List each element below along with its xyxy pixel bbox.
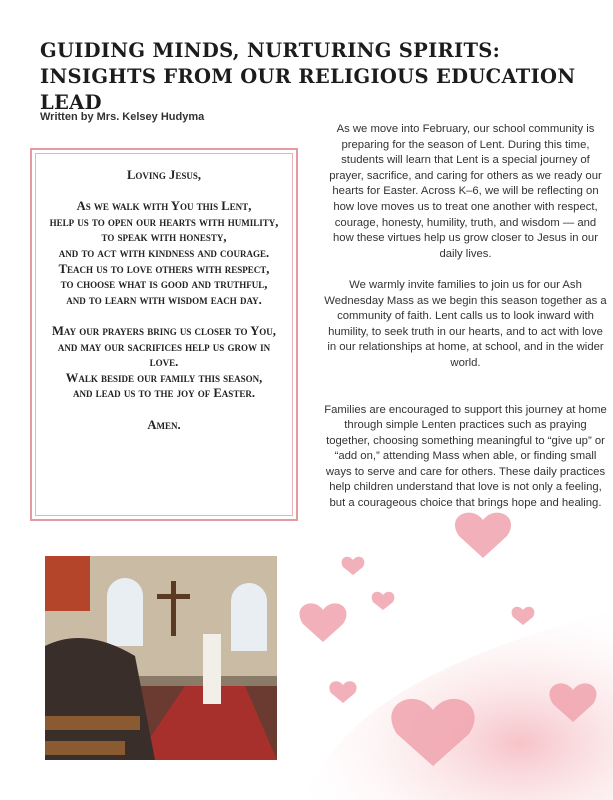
church-mass-photo [45, 556, 277, 760]
paragraph: As we move into February, our school community is preparing for the season of Lent. During this time, students will learn that Lent is a special journey of prayer, sacrifice, and caring for others as we ready our hearts for Easter. Across K–6, we will be reflecting on how love moves us to treat one another with respect, courage, honesty, humility, truth, and wisdom — and how these virtues help us grow closer to Jesus in our daily lives. [329, 123, 602, 260]
paragraph: Families are encouraged to support this journey at home through simple Lenten practices such as praying together, choosing something meaningful to “give up” or “add on,” attending Mass when able, or finding small ways to serve and care for others. These daily practices help children understand that love is not only a feeling, but a courageous choice that brings hope and healing. [324, 403, 607, 510]
heart-icon [300, 603, 347, 642]
prayer-line: to speak with honesty, [101, 230, 227, 245]
article-title: GUIDING MINDS, NURTURING SPIRITS: INSIGHTS FROM OUR RELIGIOUS EDUCATION LEAD [40, 39, 576, 114]
prayer-line: May our prayers bring us closer to You, [52, 323, 276, 338]
heart-icon [512, 607, 535, 625]
article-body [323, 122, 608, 527]
prayer-line: to choose what is good and truthful, [60, 277, 268, 292]
heart-icon [550, 683, 597, 722]
article-byline: Written by Mrs. Kelsey Hudyma [40, 111, 205, 123]
prayer-box [30, 148, 298, 521]
prayer-closing: Amen. [147, 417, 181, 432]
prayer-line: and to act with kindness and courage. [58, 245, 270, 260]
heart-icon [372, 592, 395, 610]
prayer-greeting: Loving Jesus, [126, 168, 201, 182]
prayer-line: and lead us to the joy of Easter. [73, 386, 255, 401]
prayer-line: and to learn with wisdom each day. [66, 292, 262, 307]
prayer-line: Teach us to love others with respect, [58, 261, 270, 276]
heart-icon [391, 699, 474, 766]
heart-icon [329, 681, 356, 703]
prayer-line: As we walk with You this Lent, [76, 199, 252, 214]
heart-icon [342, 557, 365, 575]
prayer-line: Walk beside our family this season, [65, 370, 263, 385]
prayer-line: help us to open our hearts with humility, [49, 214, 279, 229]
prayer-line: and may our sacrifices help us grow in love. [57, 339, 271, 370]
paragraph: We warmly invite families to join us for our Ash Wednesday Mass as we begin this season together as a community of faith. Lent calls us to look inward with humility, to seek truth in our hearts, and to act with love in our relationships at home, at school, and in the wider world. [324, 278, 607, 369]
